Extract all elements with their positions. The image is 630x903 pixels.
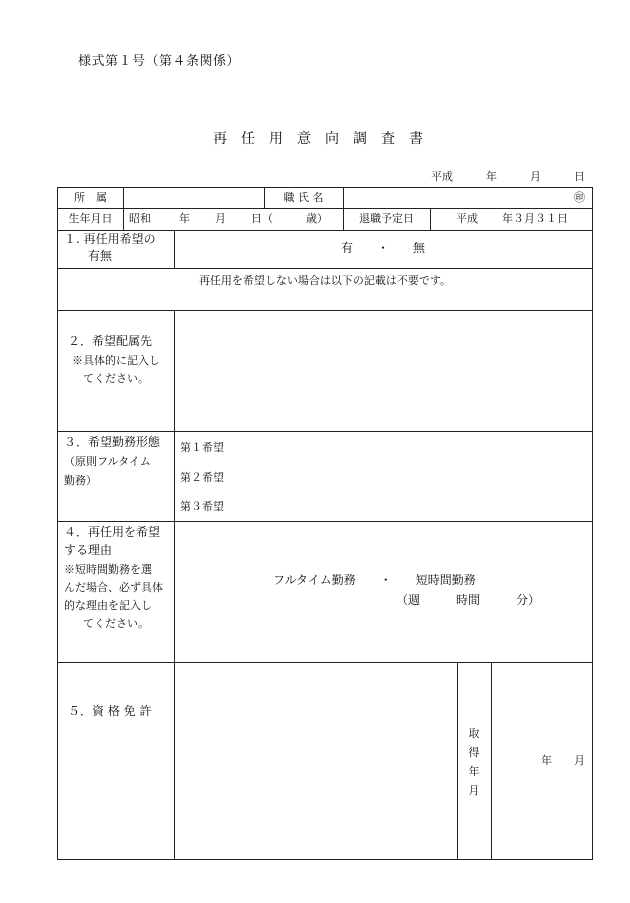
date-month: 月 bbox=[530, 170, 541, 183]
acquired-label: 取 得 年 月 bbox=[468, 727, 480, 797]
s4-label-1: ４．再任用を希望 bbox=[64, 525, 161, 539]
form-number: 様式第１号（第４条関係） bbox=[78, 54, 241, 69]
s5-field[interactable] bbox=[176, 664, 455, 857]
s2-sub1: ※具体的に記入し bbox=[72, 354, 160, 367]
acquired-year-month[interactable]: 年 月 bbox=[541, 754, 585, 767]
retire-date: 年３月３１日 bbox=[502, 212, 568, 225]
s2-label: ２．希望配属先 bbox=[68, 334, 153, 348]
s1-options[interactable]: 有 ・ 無 bbox=[340, 241, 425, 255]
date-era: 平成 bbox=[431, 170, 453, 183]
document-title: 再任用意向調査書 bbox=[213, 131, 437, 147]
s4-sub3: 的な理由を記入し bbox=[64, 599, 152, 612]
form-table bbox=[57, 187, 593, 860]
name-field[interactable] bbox=[345, 190, 565, 206]
retire-era: 平成 bbox=[456, 212, 478, 225]
date-line bbox=[431, 168, 585, 184]
pref-1[interactable]: 第１希望 bbox=[180, 441, 224, 454]
age: 歳） bbox=[306, 212, 328, 225]
date-day: 日 bbox=[574, 170, 585, 183]
s4-sub2: んだ場合、必ず具体 bbox=[64, 581, 163, 594]
date-year: 年 bbox=[486, 170, 497, 183]
s4-hours[interactable]: （週 時間 分） bbox=[396, 593, 541, 607]
birth-month: 月 bbox=[215, 212, 226, 225]
pref-2[interactable]: 第２希望 bbox=[180, 471, 224, 484]
s3-label: ３．希望勤務形態 bbox=[64, 435, 161, 449]
name-label: 職 氏 名 bbox=[283, 191, 324, 204]
pref-3[interactable]: 第３希望 bbox=[180, 500, 224, 513]
s3-sub1: （原則フルタイム bbox=[64, 455, 151, 468]
birth-year: 年 bbox=[179, 212, 190, 225]
dept-label: 所 属 bbox=[74, 191, 107, 204]
dept-field[interactable] bbox=[125, 190, 264, 206]
birth-day: 日（ bbox=[251, 212, 273, 225]
birth-label: 生年月日 bbox=[68, 212, 113, 225]
s4-options[interactable]: フルタイム勤務 ・ 短時間勤務 bbox=[273, 573, 476, 587]
s4-sub1: ※短時間勤務を選 bbox=[64, 563, 152, 576]
seal-mark: ㊞ bbox=[574, 191, 585, 204]
s2-sub2: てください。 bbox=[83, 372, 149, 385]
birth-era: 昭和 bbox=[129, 212, 151, 225]
s1-label: １. 再任用希望の bbox=[64, 232, 156, 246]
s4-sub4: てください。 bbox=[83, 617, 149, 630]
s3-sub2: 勤務） bbox=[64, 474, 97, 487]
retire-label: 退職予定日 bbox=[359, 212, 414, 225]
s4-label-2: する理由 bbox=[64, 543, 113, 557]
note-text: 再任用を希望しない場合は以下の記載は不要です。 bbox=[198, 274, 452, 287]
s2-field[interactable] bbox=[176, 312, 590, 429]
s1-label-2: 有無 bbox=[88, 249, 113, 263]
s5-label: ５．資 格 免 許 bbox=[68, 704, 152, 718]
